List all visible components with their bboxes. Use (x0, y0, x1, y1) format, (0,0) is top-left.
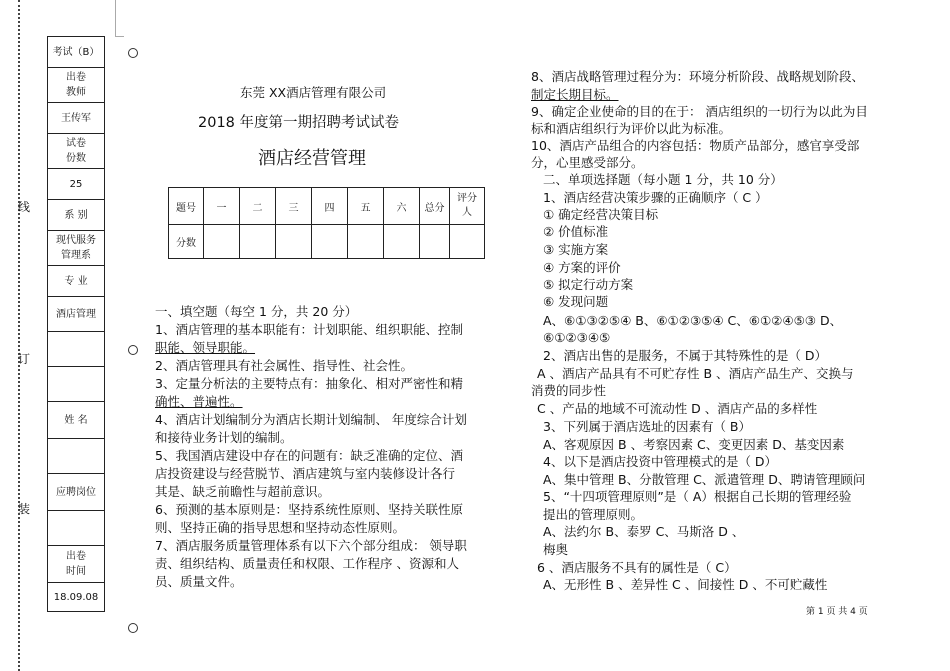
q5-line2: 店投资建设与经营脱节、酒店建筑与室内装修设计各行 (155, 466, 456, 481)
score-cell-q2: 二 (240, 188, 276, 225)
sidebar-blank-cell (48, 439, 105, 474)
sidebar-row (48, 169, 105, 200)
mc1-step5: ⑤ 拟定行动方案 (543, 277, 634, 292)
margin-char-zhuang: 装 (18, 502, 31, 516)
binding-hole-top (128, 48, 138, 58)
q9-line1: 9、确定企业使命的目的在于： 酒店组织的一切行为以此为目 (531, 104, 868, 119)
q7-line1: 7、酒店服务质量管理体系有以下六个部分组成： 领导职 (155, 538, 467, 553)
sidebar-cell: 18.09.08 (48, 583, 105, 612)
sidebar-cell: 应聘岗位 (48, 474, 105, 511)
mc3-question: 3、下列属于酒店选址的因素有（ B） (543, 419, 752, 434)
q5-line3: 其是、缺乏前瞻性与超前意识。 (155, 484, 331, 499)
mc5-options-line1: A、法约尔 B、泰罗 C、马斯洛 D 、 (543, 524, 745, 539)
sidebar-row (48, 546, 105, 583)
exam-title: 2018 年度第一期招聘考试试卷 (198, 115, 400, 131)
mc1-step2: ② 价值标准 (543, 224, 609, 239)
score-blank (204, 225, 240, 259)
sidebar-row (48, 134, 105, 169)
sidebar-row (48, 439, 105, 474)
sidebar-row (48, 68, 105, 103)
sidebar-row (48, 474, 105, 511)
score-row-label: 分数 (169, 225, 204, 259)
q8-line1: 8、酒店战略管理过程分为：环境分析阶段、战略规划阶段、 (531, 69, 864, 84)
score-cell-total: 总分 (420, 188, 450, 225)
sidebar-row (48, 332, 105, 367)
q6-line2: 则、坚持正确的指导思想和坚持动态性原则。 (155, 520, 406, 535)
q2-line1: 2、酒店管理具有社会属性、指导性、社会性。 (155, 358, 413, 373)
q4-line1: 4、酒店计划编制分为酒店长期计划编制、 年度综合计划 (155, 412, 467, 427)
sidebar-row (48, 402, 105, 439)
sidebar-cell: 出卷 教师 (48, 68, 105, 103)
section-1-heading: 一、填空题（每空 1 分，共 20 分） (155, 304, 358, 319)
sidebar-blank-cell (48, 511, 105, 546)
q1-line1: 1、酒店管理的基本职能有：计划职能、组织职能、控制 (155, 322, 463, 337)
sidebar-blank-cell (48, 367, 105, 402)
score-blank (420, 225, 450, 259)
sidebar-cell: 王传军 (48, 103, 105, 134)
score-cell-q3: 三 (276, 188, 312, 225)
mc3-options: A、客观原因 B 、考察因素 C、变更因素 D、基变因素 (543, 437, 845, 452)
mc1-step6: ⑥ 发现问题 (543, 294, 609, 309)
mc6-question: 6 、酒店服务不具有的属性是（ C） (537, 560, 737, 575)
score-table-header-row (169, 188, 485, 225)
mc6-options: A、无形性 B 、差异性 C 、间接性 D 、不可贮藏性 (543, 577, 828, 592)
score-cell-q6: 六 (384, 188, 420, 225)
mc1-question: 1、酒店经营决策步骤的正确顺序（ C ） (543, 190, 768, 205)
sidebar-cell: 姓 名 (48, 402, 105, 439)
mc4-options: A、集中管理 B、分散管理 C、派遣管理 D、聘请管理顾问 (543, 472, 866, 487)
mc1-step1: ① 确定经营决策目标 (543, 207, 659, 222)
score-table (168, 187, 485, 259)
mc1-step4: ④ 方案的评价 (543, 260, 621, 275)
sidebar-cell: 现代服务 管理系 (48, 231, 105, 266)
company-name: 东莞 XX酒店管理有限公司 (240, 85, 387, 100)
sidebar-cell: 酒店管理 (48, 297, 105, 332)
binding-hole-middle (128, 345, 138, 355)
corner-mark (115, 0, 124, 37)
score-blank (240, 225, 276, 259)
mc1-options-line1: A、⑥①③②⑤④ B、⑥①②③⑤④ C、⑥①②④⑤③ D、 (543, 313, 843, 328)
binding-dotted-line (18, 0, 20, 671)
mc5-question-line1: 5、“十四项管理原则”是（ A）根据自己长期的管理经验 (543, 489, 852, 504)
sidebar-cell: 系 别 (48, 200, 105, 231)
mc1-options-line2: ⑥①②③④⑤ (543, 330, 611, 345)
q7-line2: 责、组织结构、质量责任和权限、工作程序 、资源和人 (155, 556, 459, 571)
margin-char-ding: 订 (18, 352, 31, 366)
sidebar-row (48, 583, 105, 612)
sidebar-row (48, 231, 105, 266)
sidebar-cell: 考试（B） (48, 37, 105, 68)
margin-char-xian: 线 (18, 200, 31, 214)
section-2-heading: 二、单项选择题（每小题 1 分，共 10 分） (543, 172, 783, 187)
sidebar-row (48, 103, 105, 134)
score-blank (348, 225, 384, 259)
sidebar-row (48, 367, 105, 402)
score-cell-q5: 五 (348, 188, 384, 225)
score-cell-q1: 一 (204, 188, 240, 225)
exam-info-sidebar (47, 36, 105, 612)
mc5-question-line2: 提出的管理原则。 (543, 507, 644, 522)
mc2-options-line1: A 、酒店产品具有不可贮存性 B 、酒店产品生产、交换与 (537, 366, 854, 381)
q4-line2: 和接待业务计划的编制。 (155, 430, 293, 445)
mc2-options-line3: C 、产品的地域不可流动性 D 、酒店产品的多样性 (537, 401, 818, 416)
q9-line2: 标和酒店组织行为评价以此为标准。 (531, 121, 732, 136)
score-cell-grader: 评分 人 (450, 188, 485, 225)
page-footer: 第 1 页 共 4 页 (806, 607, 868, 617)
q3-line1: 3、定量分析法的主要特点有：抽象化、相对严密性和精 (155, 376, 463, 391)
sidebar-cell: 出卷 时间 (48, 546, 105, 583)
sidebar-row (48, 511, 105, 546)
score-blank (384, 225, 420, 259)
sidebar-cell: 专 业 (48, 266, 105, 297)
sidebar-row (48, 266, 105, 297)
q10-line1: 10、酒店产品组合的内容包括：物质产品部分，感官享受部 (531, 138, 860, 153)
mc1-step3: ③ 实施方案 (543, 242, 609, 257)
score-blank (312, 225, 348, 259)
q3-line2: 确性、普遍性。 (155, 394, 243, 409)
q10-line2: 分，心里感受部分。 (531, 155, 644, 170)
q5-line1: 5、我国酒店建设中存在的问题有：缺乏准确的定位、酒 (155, 448, 463, 463)
mc2-options-line2: 消费的同步性 (531, 383, 607, 398)
q6-line1: 6、预测的基本原则是：坚持系统性原则、坚持关联性原 (155, 502, 463, 517)
mc2-question: 2、酒店出售的是服务，不属于其特殊性的是（ D） (543, 348, 828, 363)
sidebar-row (48, 37, 105, 68)
q1-line2: 职能、领导职能。 (155, 340, 256, 355)
score-cell-label: 题号 (169, 188, 204, 225)
sidebar-cell: 试卷 份数 (48, 134, 105, 169)
mc5-options-line2: 梅奥 (543, 542, 569, 557)
score-blank (276, 225, 312, 259)
q8-line2: 制定长期目标。 (531, 87, 619, 102)
sidebar-row (48, 200, 105, 231)
sidebar-cell: 25 (48, 169, 105, 200)
mc4-question: 4、以下是酒店投资中管理模式的是（ D） (543, 454, 778, 469)
subject-title: 酒店经营管理 (258, 148, 366, 169)
binding-hole-bottom (128, 623, 138, 633)
sidebar-blank-cell (48, 332, 105, 367)
sidebar-row (48, 297, 105, 332)
score-table-score-row (169, 225, 485, 259)
score-cell-q4: 四 (312, 188, 348, 225)
q7-line3: 员、质量文件。 (155, 574, 243, 589)
score-blank (450, 225, 485, 259)
